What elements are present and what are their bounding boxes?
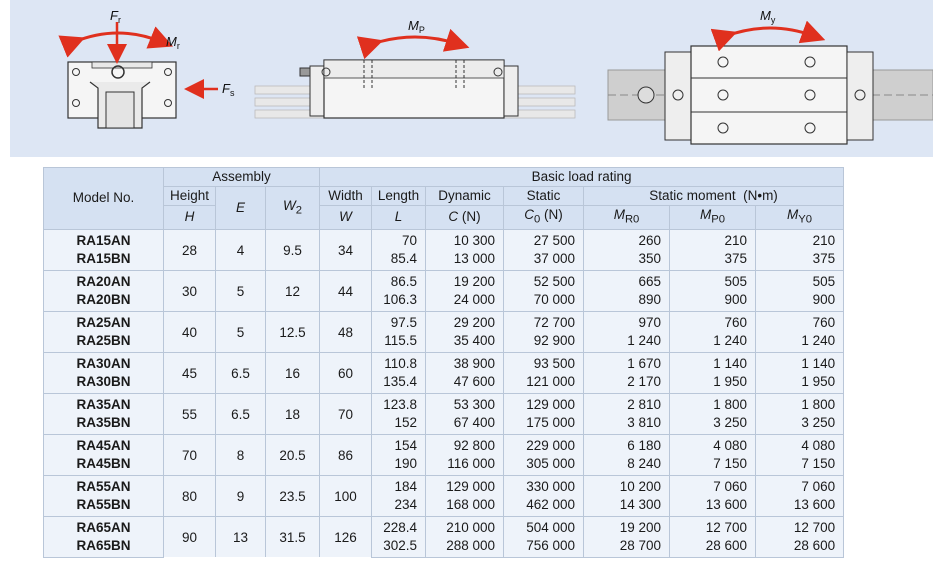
- mp-value: 1 800: [670, 393, 756, 414]
- model-no: RA25BN: [44, 332, 164, 353]
- header-w: W: [320, 206, 372, 230]
- c0-value: 52 500: [504, 270, 584, 291]
- width-w: 126: [320, 516, 372, 557]
- mp-value: 12 700: [670, 516, 756, 537]
- model-no: RA55BN: [44, 496, 164, 517]
- mr-value: 19 200: [584, 516, 670, 537]
- l-value: 154: [372, 434, 426, 455]
- mr-value: 14 300: [584, 496, 670, 517]
- mp-arrow: [372, 37, 458, 44]
- c-value: 29 200: [426, 311, 504, 332]
- c-value: 10 300: [426, 229, 504, 250]
- model-no: RA65AN: [44, 516, 164, 537]
- width-w: 60: [320, 352, 372, 393]
- my-label: $M_y$: [760, 8, 776, 25]
- my-value: 1 800: [756, 393, 844, 414]
- mp-value: 1 950: [670, 373, 756, 394]
- c0-value: 27 500: [504, 229, 584, 250]
- mp-value: 1 240: [670, 332, 756, 353]
- front-view-block: [68, 62, 176, 128]
- l-value: 106.3: [372, 291, 426, 312]
- header-c0: $C_0$ (N): [504, 206, 584, 230]
- width-w: 44: [320, 270, 372, 311]
- model-no: RA25AN: [44, 311, 164, 332]
- header-width: Width: [320, 187, 372, 206]
- my-value: 4 080: [756, 434, 844, 455]
- c-value: 67 400: [426, 414, 504, 435]
- w2-value: 23.5: [266, 475, 320, 516]
- mp-label: $M_P$: [408, 18, 425, 35]
- header-l: L: [372, 206, 426, 230]
- l-value: 135.4: [372, 373, 426, 394]
- c0-value: 37 000: [504, 250, 584, 271]
- w2-value: 16: [266, 352, 320, 393]
- my-value: 375: [756, 250, 844, 271]
- my-value: 12 700: [756, 516, 844, 537]
- header-w2: $W_2$: [266, 187, 320, 230]
- l-value: 302.5: [372, 537, 426, 558]
- header-my0: $M_{Y0}$: [756, 206, 844, 230]
- my-value: 28 600: [756, 537, 844, 558]
- spec-table-body: [44, 229, 844, 557]
- height-h: 90: [164, 516, 216, 557]
- mp-value: 375: [670, 250, 756, 271]
- header-model: Model No.: [44, 168, 164, 230]
- c-value: 38 900: [426, 352, 504, 373]
- header-basic-load-rating: Basic load rating: [320, 168, 844, 187]
- l-value: 115.5: [372, 332, 426, 353]
- width-w: 70: [320, 393, 372, 434]
- w2-value: 20.5: [266, 434, 320, 475]
- mp-value: 13 600: [670, 496, 756, 517]
- c-value: 168 000: [426, 496, 504, 517]
- my-value: 1 950: [756, 373, 844, 394]
- e-value: 5: [216, 270, 266, 311]
- model-no: RA20BN: [44, 291, 164, 312]
- model-no: RA20AN: [44, 270, 164, 291]
- mr-value: 6 180: [584, 434, 670, 455]
- header-dynamic: Dynamic: [426, 187, 504, 206]
- side-view-block: [255, 60, 575, 118]
- height-h: 40: [164, 311, 216, 352]
- mr-value: 970: [584, 311, 670, 332]
- header-c: C (N): [426, 206, 504, 230]
- mr-value: 8 240: [584, 455, 670, 476]
- mr-label: $M_r$: [166, 34, 180, 51]
- l-value: 184: [372, 475, 426, 496]
- header-static-moment: Static moment (N•m): [584, 187, 844, 206]
- c-value: 47 600: [426, 373, 504, 394]
- my-value: 1 140: [756, 352, 844, 373]
- l-value: 85.4: [372, 250, 426, 271]
- header-assembly: Assembly: [164, 168, 320, 187]
- my-arrow: [726, 28, 814, 36]
- width-w: 48: [320, 311, 372, 352]
- my-value: 900: [756, 291, 844, 312]
- model-no: RA15BN: [44, 250, 164, 271]
- header-height: Height: [164, 187, 216, 206]
- c-value: 210 000: [426, 516, 504, 537]
- w2-value: 18: [266, 393, 320, 434]
- mp-value: 760: [670, 311, 756, 332]
- e-value: 9: [216, 475, 266, 516]
- c-value: 288 000: [426, 537, 504, 558]
- c0-value: 305 000: [504, 455, 584, 476]
- height-h: 28: [164, 229, 216, 270]
- model-no: RA45AN: [44, 434, 164, 455]
- e-value: 6.5: [216, 393, 266, 434]
- c0-value: 93 500: [504, 352, 584, 373]
- c-value: 19 200: [426, 270, 504, 291]
- l-value: 234: [372, 496, 426, 517]
- c0-value: 504 000: [504, 516, 584, 537]
- my-value: 210: [756, 229, 844, 250]
- l-value: 110.8: [372, 352, 426, 373]
- mp-value: 7 060: [670, 475, 756, 496]
- e-value: 5: [216, 311, 266, 352]
- mp-value: 7 150: [670, 455, 756, 476]
- e-value: 13: [216, 516, 266, 557]
- c0-value: 175 000: [504, 414, 584, 435]
- mr-value: 665: [584, 270, 670, 291]
- mr-value: 350: [584, 250, 670, 271]
- my-value: 7 150: [756, 455, 844, 476]
- model-no: RA55AN: [44, 475, 164, 496]
- load-diagram-banner: [10, 0, 933, 157]
- my-value: 7 060: [756, 475, 844, 496]
- mp-value: 210: [670, 229, 756, 250]
- mr-value: 10 200: [584, 475, 670, 496]
- mp-value: 3 250: [670, 414, 756, 435]
- mr-value: 890: [584, 291, 670, 312]
- height-h: 55: [164, 393, 216, 434]
- c-value: 13 000: [426, 250, 504, 271]
- c0-value: 121 000: [504, 373, 584, 394]
- c0-value: 92 900: [504, 332, 584, 353]
- c-value: 116 000: [426, 455, 504, 476]
- header-static: Static: [504, 187, 584, 206]
- c0-value: 229 000: [504, 434, 584, 455]
- my-value: 505: [756, 270, 844, 291]
- height-h: 45: [164, 352, 216, 393]
- c0-value: 129 000: [504, 393, 584, 414]
- model-no: RA30BN: [44, 373, 164, 394]
- c-value: 92 800: [426, 434, 504, 455]
- c-value: 53 300: [426, 393, 504, 414]
- c0-value: 756 000: [504, 537, 584, 558]
- l-value: 123.8: [372, 393, 426, 414]
- top-view-block: [608, 46, 933, 144]
- spec-table: [43, 167, 844, 558]
- model-no: RA35BN: [44, 414, 164, 435]
- my-value: 1 240: [756, 332, 844, 353]
- mr-value: 28 700: [584, 537, 670, 558]
- mp-value: 900: [670, 291, 756, 312]
- mr-value: 2 810: [584, 393, 670, 414]
- l-value: 97.5: [372, 311, 426, 332]
- c0-value: 330 000: [504, 475, 584, 496]
- header-e: E: [216, 187, 266, 230]
- l-value: 86.5: [372, 270, 426, 291]
- model-no: RA45BN: [44, 455, 164, 476]
- c0-value: 70 000: [504, 291, 584, 312]
- mr-value: 2 170: [584, 373, 670, 394]
- my-value: 3 250: [756, 414, 844, 435]
- c0-value: 462 000: [504, 496, 584, 517]
- l-value: 152: [372, 414, 426, 435]
- model-no: RA15AN: [44, 229, 164, 250]
- w2-value: 31.5: [266, 516, 320, 557]
- e-value: 6.5: [216, 352, 266, 393]
- w2-value: 9.5: [266, 229, 320, 270]
- my-value: 760: [756, 311, 844, 332]
- header-mr0: $M_{R0}$: [584, 206, 670, 230]
- l-value: 70: [372, 229, 426, 250]
- l-value: 190: [372, 455, 426, 476]
- c-value: 35 400: [426, 332, 504, 353]
- mr-value: 1 240: [584, 332, 670, 353]
- mp-value: 28 600: [670, 537, 756, 558]
- width-w: 34: [320, 229, 372, 270]
- my-value: 13 600: [756, 496, 844, 517]
- height-h: 70: [164, 434, 216, 475]
- height-h: 80: [164, 475, 216, 516]
- mr-value: 3 810: [584, 414, 670, 435]
- model-no: RA30AN: [44, 352, 164, 373]
- header-mp0: $M_{P0}$: [670, 206, 756, 230]
- model-no: RA65BN: [44, 537, 164, 558]
- w2-value: 12.5: [266, 311, 320, 352]
- c0-value: 72 700: [504, 311, 584, 332]
- mr-value: 1 670: [584, 352, 670, 373]
- height-h: 30: [164, 270, 216, 311]
- w2-value: 12: [266, 270, 320, 311]
- mr-value: 260: [584, 229, 670, 250]
- e-value: 8: [216, 434, 266, 475]
- header-h: H: [164, 206, 216, 230]
- mp-value: 1 140: [670, 352, 756, 373]
- l-value: 228.4: [372, 516, 426, 537]
- load-diagram: [10, 0, 933, 157]
- e-value: 4: [216, 229, 266, 270]
- fs-label: $F_s$: [222, 81, 235, 98]
- c-value: 129 000: [426, 475, 504, 496]
- model-no: RA35AN: [44, 393, 164, 414]
- c-value: 24 000: [426, 291, 504, 312]
- width-w: 86: [320, 434, 372, 475]
- mp-value: 4 080: [670, 434, 756, 455]
- fr-label: $F_r$: [110, 8, 121, 25]
- header-length: Length: [372, 187, 426, 206]
- mp-value: 505: [670, 270, 756, 291]
- width-w: 100: [320, 475, 372, 516]
